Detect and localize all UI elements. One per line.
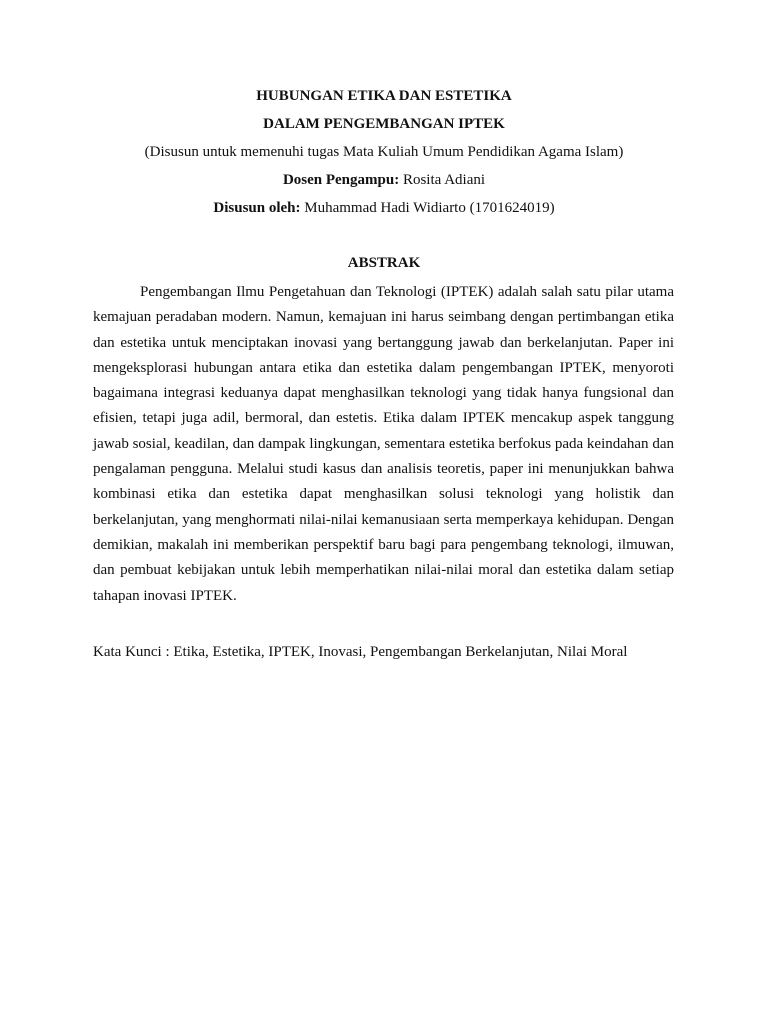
subtitle: (Disusun untuk memenuhi tugas Mata Kuliah Umum Pendidikan Agama Islam) bbox=[144, 144, 624, 160]
author-label: Disusun oleh: bbox=[213, 200, 301, 216]
abstract-heading: ABSTRAK bbox=[347, 255, 421, 271]
lecturer-name: Rosita Adiani bbox=[399, 172, 486, 188]
keywords: Kata Kunci : Etika, Estetika, IPTEK, Inovasi, Pengembangan Berkelanjutan, Nilai Moral bbox=[93, 644, 628, 660]
title-line-1: HUBUNGAN ETIKA DAN ESTETIKA bbox=[256, 88, 512, 104]
lecturer-line bbox=[0, 172, 768, 189]
author-name: Muhammad Hadi Widiarto (1701624019) bbox=[300, 200, 555, 216]
title-line-2: DALAM PENGEMBANGAN IPTEK bbox=[263, 116, 505, 132]
author-line bbox=[0, 200, 768, 217]
lecturer-label: Dosen Pengampu: bbox=[282, 172, 400, 188]
abstract-paragraph: Pengembangan Ilmu Pengetahuan dan Teknologi (IPTEK) adalah salah satu pilar utama kemajuan peradaban modern. Namun, kemajuan ini harus seimbang dengan pertimbangan etika dan estetika untuk menciptakan inovasi yang bertanggung jawab dan berkelanjutan. Paper ini mengeksplorasi hubungan antara etika dan estetika dalam pengembangan IPTEK, menyoroti bagaimana integrasi keduanya dapat menghasilkan teknologi yang tidak hanya fungsional dan efisien, tetapi juga adil, bermoral, dan estetis. Etika dalam IPTEK mencakup aspek tanggung jawab sosial, keadilan, dan dampak lingkungan, sementara estetika berfokus pada keindahan dan pengalaman pengguna. Melalui studi kasus dan analisis teoretis, paper ini menunjukkan bahwa kombinasi etika dan estetika dapat menghasilkan solusi teknologi yang holistik dan berkelanjutan, yang menghormati nilai-nilai kemanusiaan serta memperkaya kehidupan. Dengan demikian, makalah ini memberikan perspektif baru bagi para pengembang teknologi, ilmuwan, dan pembuat kebijakan untuk lebih memperhatikan nilai-nilai moral dan estetika dalam setiap tahapan inovasi IPTEK. bbox=[93, 284, 674, 604]
